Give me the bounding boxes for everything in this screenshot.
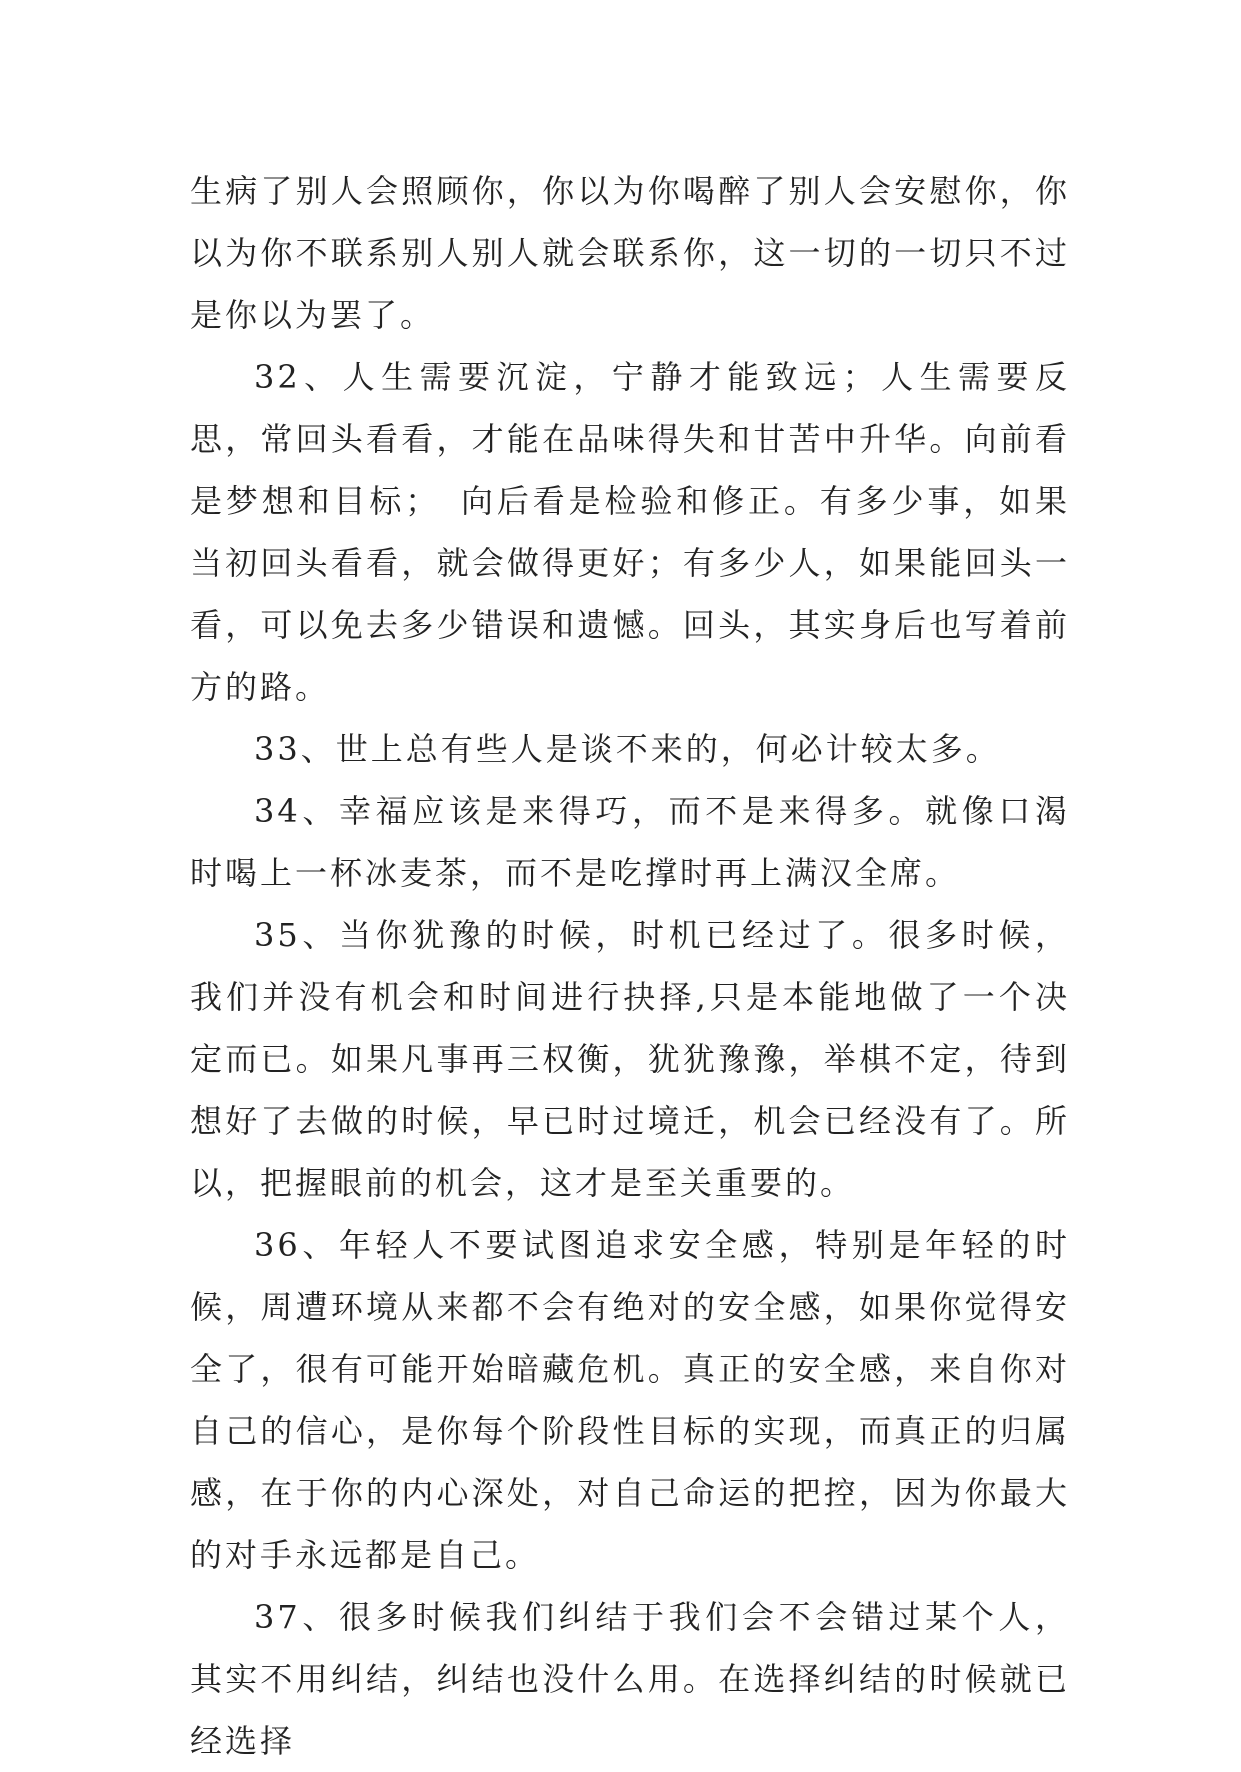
paragraph-32: 32、人生需要沉淀，宁静才能致远；人生需要反思，常回头看看，才能在品味得失和甘苦中升华。向前看是梦想和目标； 向后看是检验和修正。有多少事，如果当初回头看看，就会做得更好；有多少人，如果能回头一看，可以免去多少错误和遗憾。回头，其实身后也写着前方的路。 — [190, 358, 1070, 706]
paragraph-35: 35、当你犹豫的时候，时机已经过了。很多时候，我们并没有机会和时间进行抉择,只是本能地做了一个决定而已。如果凡事再三权衡，犹犹豫豫，举棋不定，待到想好了去做的时候，早已时过境迁，机会已经没有了。所以，把握眼前的机会，这才是至关重要的。 — [190, 916, 1070, 1202]
paragraph-34: 34、幸福应该是来得巧，而不是来得多。就像口渴时喝上一杯冰麦茶，而不是吃撑时再上满汉全席。 — [190, 792, 1070, 892]
paragraph-continuation: 生病了别人会照顾你，你以为你喝醉了别人会安慰你，你以为你不联系别人别人就会联系你，这一切的一切只不过是你以为罢了。 — [190, 172, 1070, 334]
paragraph-37: 37、很多时候我们纠结于我们会不会错过某个人，其实不用纠结，纠结也没什么用。在选择纠结的时候就已经选择 — [190, 1598, 1070, 1760]
paragraph-36: 36、年轻人不要试图追求安全感，特别是年轻的时候，周遭环境从来都不会有绝对的安全感，如果你觉得安全了，很有可能开始暗藏危机。真正的安全感，来自你对自己的信心，是你每个阶段性目标的实现，而真正的归属感，在于你的内心深处，对自己命运的把控，因为你最大的对手永远都是自己。 — [190, 1226, 1070, 1574]
paragraph-33: 33、世上总有些人是谈不来的，何必计较太多。 — [254, 730, 1001, 768]
body-text — [190, 160, 1070, 1772]
